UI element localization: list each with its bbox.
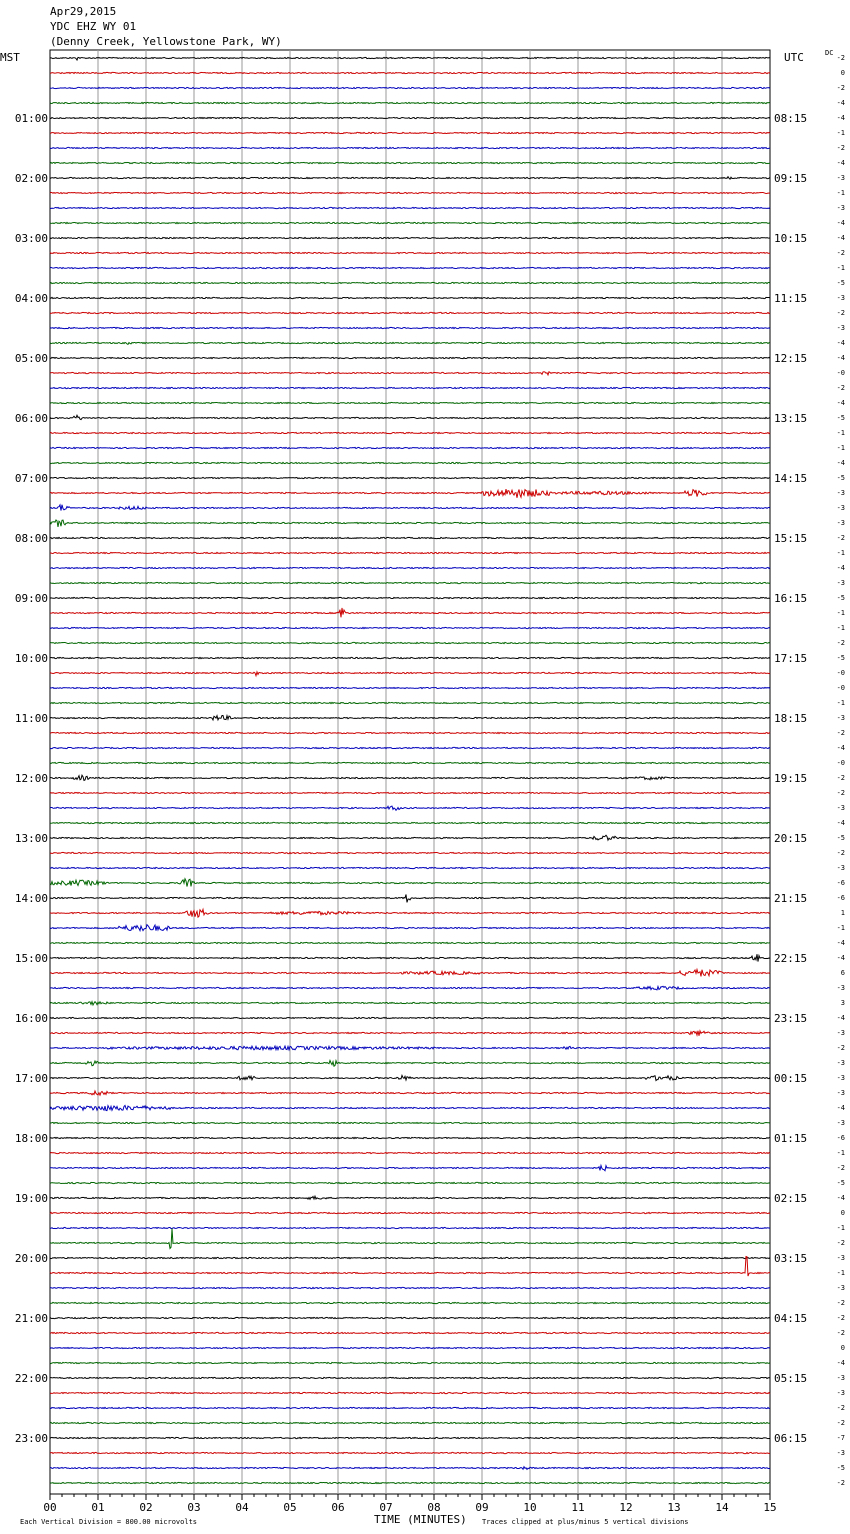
trace-blue (50, 1046, 770, 1050)
mst-hour-label: 19:00 (14, 1192, 48, 1205)
trace-green (50, 1482, 770, 1483)
dc-offset-value: -4 (836, 354, 845, 362)
dc-offset-value: -3 (836, 1449, 845, 1457)
trace-black (50, 1377, 770, 1378)
mst-hour-label: 06:00 (14, 412, 48, 425)
utc-hour-label: 17:15 (774, 652, 808, 665)
dc-offset-value: -1 (836, 429, 845, 437)
dc-offset-value: -4 (836, 114, 845, 122)
dc-offset-value: -3 (836, 1254, 845, 1262)
mst-hour-label: 16:00 (14, 1012, 48, 1025)
dc-offset-value: -2 (836, 249, 845, 257)
trace-red (50, 1031, 770, 1036)
trace-green (50, 402, 770, 403)
trace-green (50, 222, 770, 223)
trace-blue (50, 207, 770, 208)
dc-offset-value: -4 (836, 1359, 845, 1367)
trace-blue (50, 147, 770, 148)
trace-green (50, 282, 770, 283)
trace-blue (50, 1105, 770, 1110)
x-tick-label: 13 (667, 1501, 681, 1514)
dc-offset-value: -4 (836, 459, 845, 467)
dc-offset-value: -4 (836, 339, 845, 347)
trace-blue (50, 87, 770, 88)
mst-hour-label: 03:00 (14, 232, 48, 245)
dc-offset-value: -3 (836, 1119, 845, 1127)
dc-offset-value: -1 (836, 189, 845, 197)
trace-blue (50, 867, 770, 868)
mst-hour-label: 08:00 (14, 532, 48, 545)
trace-black (50, 1317, 770, 1318)
trace-green (50, 162, 770, 163)
dc-offset-value: -2 (836, 789, 845, 797)
utc-hour-label: 16:15 (774, 592, 808, 605)
trace-blue (50, 267, 770, 268)
mst-hour-label: 12:00 (14, 772, 48, 785)
dc-offset-value: -2 (836, 54, 845, 62)
trace-red (50, 1152, 770, 1153)
dc-offset-value: -6 (836, 879, 845, 887)
trace-blue (50, 505, 770, 511)
x-tick-label: 06 (331, 1501, 345, 1514)
mst-hour-label: 20:00 (14, 1252, 48, 1265)
dc-offset-value: -4 (836, 1104, 845, 1112)
trace-black (50, 1137, 770, 1138)
trace-red (50, 732, 770, 733)
dc-offset-value: -5 (836, 834, 845, 842)
trace-green (50, 1422, 770, 1423)
trace-green (50, 102, 770, 103)
trace-green (50, 1182, 770, 1183)
dc-offset-value: -1 (836, 444, 845, 452)
utc-hour-label: 02:15 (774, 1192, 808, 1205)
x-tick-label: 12 (619, 1501, 633, 1514)
dc-offset-title: DC (825, 49, 834, 57)
trace-red (50, 1332, 770, 1333)
x-tick-label: 14 (715, 1501, 729, 1514)
trace-black (50, 597, 770, 598)
dc-offset-value: -3 (836, 204, 845, 212)
dc-offset-value: -3 (836, 864, 845, 872)
mst-hour-label: 05:00 (14, 352, 48, 365)
trace-black (50, 657, 770, 658)
clip-note: Traces clipped at plus/minus 5 vertical divisions (482, 1518, 689, 1526)
mst-hour-label: 18:00 (14, 1132, 48, 1145)
trace-black (50, 1196, 770, 1199)
dc-offset-value: -3 (836, 804, 845, 812)
mst-hour-label: 11:00 (14, 712, 48, 725)
dc-offset-value: -6 (836, 894, 845, 902)
utc-hour-label: 05:15 (774, 1372, 808, 1385)
trace-black (50, 895, 770, 903)
dc-offset-value: -4 (836, 219, 845, 227)
trace-green (50, 642, 770, 643)
utc-hour-label: 15:15 (774, 532, 808, 545)
trace-red (50, 1257, 770, 1277)
trace-black (50, 835, 770, 840)
utc-hour-label: 13:15 (774, 412, 808, 425)
scale-note: Each Vertical Division = 800.00 microvolts (20, 1518, 198, 1526)
dc-offset-value: 0 (840, 1209, 845, 1217)
trace-green (50, 762, 770, 763)
x-tick-label: 07 (379, 1501, 393, 1514)
station-label: YDC EHZ WY 01 (50, 20, 137, 33)
dc-offset-value: -1 (836, 129, 845, 137)
utc-hour-label: 00:15 (774, 1072, 808, 1085)
trace-green (50, 1229, 770, 1249)
dc-offset-value: -3 (836, 1029, 845, 1037)
dc-offset-value: -3 (836, 1089, 845, 1097)
dc-offset-value: -3 (836, 1389, 845, 1397)
x-tick-label: 08 (427, 1501, 441, 1514)
trace-red (50, 909, 770, 917)
x-tick-label: 11 (571, 1501, 585, 1514)
trace-red (50, 1091, 770, 1095)
dc-offset-value: -3 (836, 294, 845, 302)
trace-black (50, 716, 770, 720)
dc-offset-value: -2 (836, 384, 845, 392)
dc-offset-value: -4 (836, 939, 845, 947)
trace-blue (50, 1166, 770, 1171)
x-tick-label: 00 (43, 1501, 57, 1514)
trace-black (50, 177, 770, 180)
dc-offset-value: -4 (836, 234, 845, 242)
mst-hour-label: 07:00 (14, 472, 48, 485)
dc-offset-value: 1 (840, 909, 845, 917)
mst-hour-label: 23:00 (14, 1432, 48, 1445)
dc-offset-value: -6 (836, 1134, 845, 1142)
dc-offset-value: -4 (836, 99, 845, 107)
trace-black (50, 57, 770, 60)
trace-blue (50, 1467, 770, 1470)
x-tick-label: 01 (91, 1501, 105, 1514)
trace-green (50, 1302, 770, 1303)
dc-offset-value: -1 (836, 924, 845, 932)
dc-offset-value: -0 (836, 669, 845, 677)
utc-hour-label: 01:15 (774, 1132, 808, 1145)
trace-green (50, 1061, 770, 1067)
trace-blue (50, 986, 770, 990)
dc-offset-value: 0 (840, 1344, 845, 1352)
dc-offset-value: -2 (836, 849, 845, 857)
mst-hour-label: 09:00 (14, 592, 48, 605)
trace-blue (50, 1287, 770, 1288)
trace-black (50, 117, 770, 118)
dc-offset-value: -5 (836, 474, 845, 482)
plot-frame (50, 50, 770, 1494)
x-tick-label: 10 (523, 1501, 537, 1514)
dc-offset-value: -5 (836, 1179, 845, 1187)
trace-red (50, 852, 770, 853)
dc-offset-value: -4 (836, 954, 845, 962)
x-tick-label: 15 (763, 1501, 777, 1514)
trace-blue (50, 567, 770, 568)
dc-offset-value: -2 (836, 1314, 845, 1322)
utc-hour-label: 08:15 (774, 112, 808, 125)
mst-hour-label: 13:00 (14, 832, 48, 845)
trace-black (50, 1257, 770, 1258)
dc-offset-value: -4 (836, 819, 845, 827)
dc-offset-value: -4 (836, 1194, 845, 1202)
dc-offset-value: -1 (836, 609, 845, 617)
date-label: Apr29,2015 (50, 5, 117, 18)
trace-black (50, 1017, 770, 1018)
x-tick-label: 02 (139, 1501, 153, 1514)
trace-red (50, 432, 770, 433)
dc-offset-value: -2 (836, 309, 845, 317)
dc-offset-value: -3 (836, 519, 845, 527)
dc-offset-value: -3 (836, 1059, 845, 1067)
dc-offset-value: -4 (836, 159, 845, 167)
dc-offset-value: -2 (836, 639, 845, 647)
trace-black (50, 237, 770, 238)
trace-red (50, 372, 770, 375)
trace-black (50, 954, 770, 961)
mst-hour-label: 22:00 (14, 1372, 48, 1385)
x-tick-label: 05 (283, 1501, 297, 1514)
trace-red (50, 132, 770, 133)
utc-hour-label: 06:15 (774, 1432, 808, 1445)
trace-blue (50, 925, 770, 931)
axis-labels (15, 54, 845, 1487)
dc-offset-value: -0 (836, 369, 845, 377)
dc-offset-value: -2 (836, 1044, 845, 1052)
trace-green (50, 879, 770, 887)
trace-green (50, 1362, 770, 1363)
dc-offset-value: -1 (836, 264, 845, 272)
dc-offset-value: -2 (836, 729, 845, 737)
trace-black (50, 537, 770, 538)
trace-red (50, 1392, 770, 1393)
dc-offset-value: -4 (836, 1014, 845, 1022)
trace-red (50, 72, 770, 73)
trace-blue (50, 747, 770, 748)
dc-offset-value: -2 (836, 1479, 845, 1487)
dc-offset-value: -3 (836, 324, 845, 332)
dc-offset-value: -2 (836, 1419, 845, 1427)
dc-offset-value: -2 (836, 1239, 845, 1247)
dc-offset-value: -3 (836, 1374, 845, 1382)
location-label: (Denny Creek, Yellowstone Park, WY) (50, 35, 282, 48)
trace-black (50, 477, 770, 478)
dc-offset-value: -4 (836, 399, 845, 407)
dc-offset-value: -3 (836, 489, 845, 497)
trace-black (50, 1075, 770, 1080)
dc-offset-value: -2 (836, 84, 845, 92)
dc-offset-value: -2 (836, 774, 845, 782)
trace-red (50, 252, 770, 253)
dc-offset-value: -5 (836, 414, 845, 422)
mst-hour-label: 04:00 (14, 292, 48, 305)
trace-green (50, 1002, 770, 1005)
utc-hour-label: 19:15 (774, 772, 808, 785)
dc-offset-value: -2 (836, 144, 845, 152)
trace-black (50, 415, 770, 419)
trace-blue (50, 447, 770, 448)
seismogram-traces (50, 57, 770, 1483)
dc-offset-value: -3 (836, 579, 845, 587)
trace-blue (50, 627, 770, 628)
trace-red (50, 792, 770, 793)
dc-offset-value: -5 (836, 279, 845, 287)
dc-offset-value: -1 (836, 1224, 845, 1232)
utc-hour-label: 11:15 (774, 292, 808, 305)
x-tick-label: 09 (475, 1501, 489, 1514)
trace-green (50, 582, 770, 583)
utc-axis-title: UTC (784, 51, 804, 64)
dc-offset-value: -5 (836, 1464, 845, 1472)
trace-black (50, 297, 770, 298)
trace-blue (50, 806, 770, 810)
utc-hour-label: 21:15 (774, 892, 808, 905)
dc-offset-value: -4 (836, 564, 845, 572)
trace-blue (50, 1227, 770, 1228)
dc-offset-value: -2 (836, 534, 845, 542)
dc-offset-value: -5 (836, 654, 845, 662)
dc-offset-value: -7 (836, 1434, 845, 1442)
trace-blue (50, 387, 770, 388)
mst-hour-label: 10:00 (14, 652, 48, 665)
x-tick-label: 04 (235, 1501, 249, 1514)
dc-offset-value: -3 (836, 1284, 845, 1292)
mst-hour-label: 01:00 (14, 112, 48, 125)
dc-offset-value: -3 (836, 504, 845, 512)
dc-offset-value: 3 (840, 999, 845, 1007)
dc-offset-value: -0 (836, 684, 845, 692)
trace-green (50, 520, 770, 527)
dc-offset-value: -1 (836, 1149, 845, 1157)
dc-offset-value: -1 (836, 549, 845, 557)
trace-blue (50, 687, 770, 688)
dc-offset-value: -3 (836, 174, 845, 182)
trace-green (50, 822, 770, 823)
trace-blue (50, 327, 770, 328)
mst-axis-title: MST (0, 51, 20, 64)
utc-hour-label: 10:15 (774, 232, 808, 245)
dc-offset-value: -3 (836, 984, 845, 992)
trace-green (50, 342, 770, 344)
dc-offset-value: -3 (836, 1074, 845, 1082)
mst-hour-label: 15:00 (14, 952, 48, 965)
trace-black (50, 1437, 770, 1438)
utc-hour-label: 03:15 (774, 1252, 808, 1265)
dc-offset-value: -3 (836, 714, 845, 722)
dc-offset-value: -5 (836, 594, 845, 602)
trace-blue (50, 1347, 770, 1348)
utc-hour-label: 22:15 (774, 952, 808, 965)
trace-black (50, 357, 770, 358)
utc-hour-label: 20:15 (774, 832, 808, 845)
mst-hour-label: 21:00 (14, 1312, 48, 1325)
trace-red (50, 970, 770, 977)
dc-offset-value: -1 (836, 624, 845, 632)
dc-offset-value: -2 (836, 1299, 845, 1307)
dc-offset-value: -4 (836, 744, 845, 752)
dc-offset-value: -2 (836, 1404, 845, 1412)
grid (43, 50, 776, 1514)
trace-red (50, 1212, 770, 1213)
trace-green (50, 942, 770, 943)
trace-green (50, 1122, 770, 1123)
trace-red (50, 608, 770, 617)
mst-hour-label: 17:00 (14, 1072, 48, 1085)
trace-green (50, 462, 770, 463)
trace-red (50, 552, 770, 553)
dc-offset-value: -2 (836, 1164, 845, 1172)
dc-offset-value: -0 (836, 759, 845, 767)
trace-blue (50, 1407, 770, 1408)
dc-offset-value: -1 (836, 699, 845, 707)
utc-hour-label: 09:15 (774, 172, 808, 185)
dc-offset-value: -1 (836, 1269, 845, 1277)
utc-hour-label: 23:15 (774, 1012, 808, 1025)
dc-offset-value: 0 (840, 69, 845, 77)
utc-hour-label: 04:15 (774, 1312, 808, 1325)
mst-hour-label: 14:00 (14, 892, 48, 905)
utc-hour-label: 12:15 (774, 352, 808, 365)
dc-offset-value: -2 (836, 1329, 845, 1337)
trace-black (50, 775, 770, 780)
mst-hour-label: 02:00 (14, 172, 48, 185)
trace-red (50, 312, 770, 313)
trace-red (50, 1452, 770, 1453)
trace-red (50, 672, 770, 676)
dc-offset-value: 6 (840, 969, 845, 977)
utc-hour-label: 14:15 (774, 472, 808, 485)
x-tick-label: 03 (187, 1501, 201, 1514)
trace-red (50, 489, 770, 498)
trace-red (50, 192, 770, 193)
utc-hour-label: 18:15 (774, 712, 808, 725)
trace-green (50, 702, 770, 703)
x-axis-title: TIME (MINUTES) (374, 1513, 467, 1526)
